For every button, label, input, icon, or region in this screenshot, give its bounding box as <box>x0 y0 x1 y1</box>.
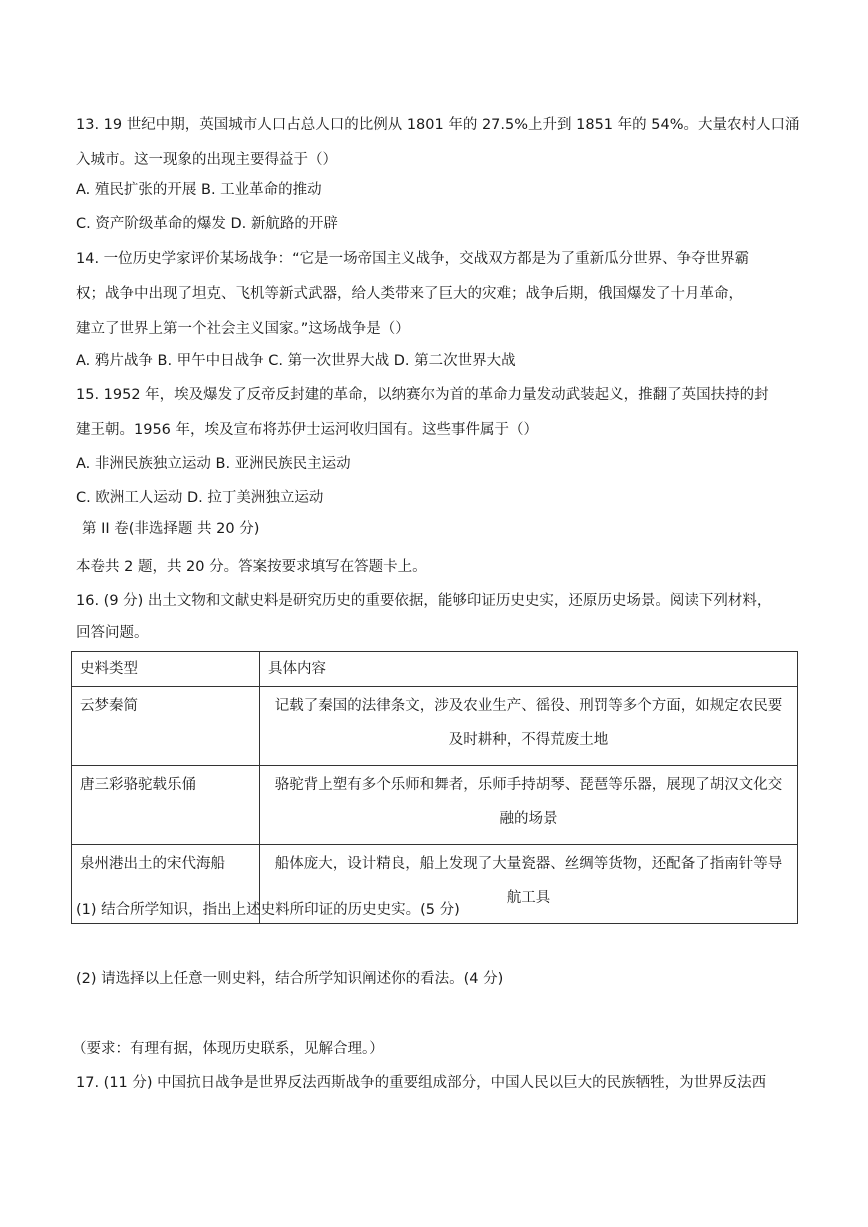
q16-subquestion-2: (2) 请选择以上任意一则史料，结合所学知识阐述你的看法。(4 分) <box>76 971 504 987</box>
content-line-b: 及时耕种，不得荒废土地 <box>448 732 609 748</box>
source-type-cell: 唐三彩骆驼载乐俑 <box>72 766 260 845</box>
content-line-b: 航工具 <box>506 890 551 906</box>
q16-requirement: （要求：有理有据，体现历史联系，见解合理。） <box>72 1041 384 1057</box>
source-type-cell: 泉州港出土的宋代海船 <box>72 845 260 924</box>
q13-stem-line2: 入城市。这一现象的出现主要得益于（） <box>76 152 337 168</box>
historical-sources-table <box>71 651 798 924</box>
source-content-cell <box>260 766 798 845</box>
source-type-cell: 云梦秦简 <box>72 687 260 766</box>
q13-options-cd: C. 资产阶级革命的爆发 D. 新航路的开辟 <box>76 216 338 232</box>
part2-title: 第 II 卷(非选择题 共 20 分) <box>82 521 260 537</box>
q14-stem-line1: 14. 一位历史学家评价某场战争：“它是一场帝国主义战争，交战双方都是为了重新瓜分世界、争夺世界霸 <box>76 251 750 267</box>
q15-stem-line2: 建王朝。1956 年，埃及宣布将苏伊士运河收归国有。这些事件属于（） <box>76 422 539 438</box>
table-row <box>72 766 798 845</box>
content-line-a: 记载了秦国的法律条文，涉及农业生产、徭役、刑罚等多个方面，如规定农民要 <box>274 698 783 714</box>
source-content-cell <box>260 687 798 766</box>
q14-stem-line2: 权；战争中出现了坦克、飞机等新式武器，给人类带来了巨大的灾难；战争后期，俄国爆发了十月革命， <box>76 286 743 302</box>
q15-options-ab: A. 非洲民族独立运动 B. 亚洲民族民主运动 <box>76 456 351 472</box>
q14-options: A. 鸦片战争 B. 甲午中日战争 C. 第一次世界大战 D. 第二次世界大战 <box>76 353 516 369</box>
table-row <box>72 687 798 766</box>
q13-options-ab: A. 殖民扩张的开展 B. 工业革命的推动 <box>76 182 322 198</box>
header-content: 具体内容 <box>260 652 798 687</box>
q16-stem-line2: 回答问题。 <box>76 625 149 641</box>
q16-stem-line1: 16. (9 分) 出土文物和文献史料是研究历史的重要依据，能够印证历史史实，还原历史场景。阅读下列材料， <box>76 593 772 609</box>
q17-stem-line1: 17. (11 分) 中国抗日战争是世界反法西斯战争的重要组成部分，中国人民以巨大的民族牺牲，为世界反法西 <box>76 1075 767 1091</box>
content-line-a: 船体庞大，设计精良，船上发现了大量瓷器、丝绸等货物，还配备了指南针等导 <box>274 856 783 872</box>
q15-options-cd: C. 欧洲工人运动 D. 拉丁美洲独立运动 <box>76 490 324 506</box>
part2-note: 本卷共 2 题，共 20 分。答案按要求填写在答题卡上。 <box>76 559 427 575</box>
content-line-b: 融的场景 <box>499 811 558 827</box>
header-source-type: 史料类型 <box>72 652 260 687</box>
q15-stem-line1: 15. 1952 年，埃及爆发了反帝反封建的革命，以纳赛尔为首的革命力量发动武装起义，推翻了英国扶持的封 <box>76 387 769 403</box>
q14-stem-line3: 建立了世界上第一个社会主义国家。”这场战争是（） <box>76 321 410 337</box>
q16-subquestion-1: (1) 结合所学知识，指出上述史料所印证的历史史实。(5 分) <box>76 902 460 918</box>
content-line-a: 骆驼背上塑有多个乐师和舞者，乐师手持胡琴、琵琶等乐器，展现了胡汉文化交 <box>274 777 783 793</box>
q13-stem-line1: 13. 19 世纪中期，英国城市人口占总人口的比例从 1801 年的 27.5%上升到 1851 年的 54%。大量农村人口涌 <box>76 117 800 133</box>
